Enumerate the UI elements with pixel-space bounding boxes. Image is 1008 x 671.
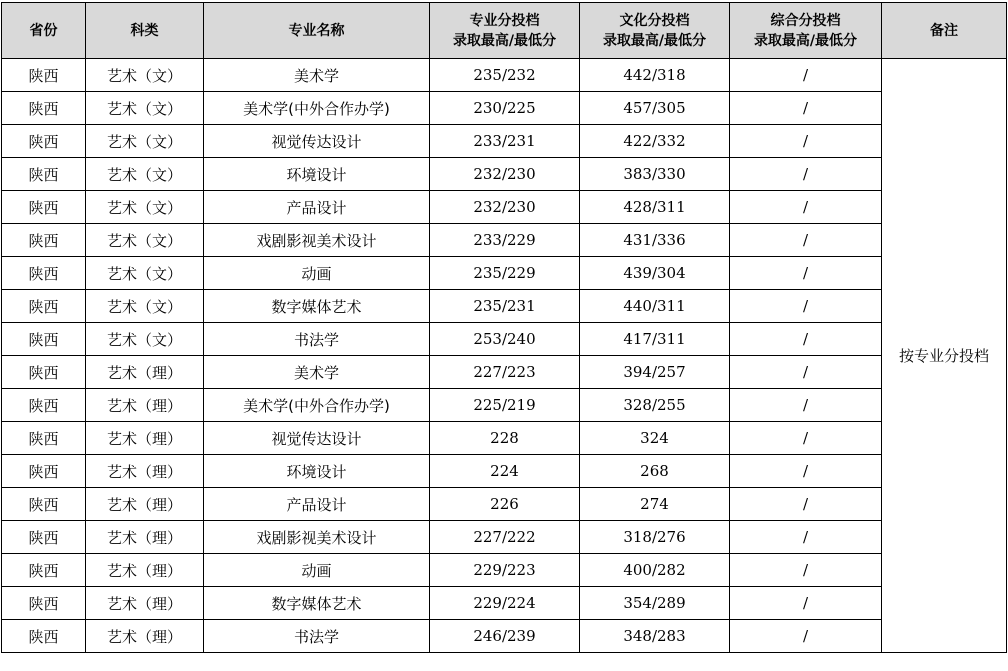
cell-major: 环境设计 [204, 158, 430, 191]
cell-professional-score: 232/230 [430, 158, 580, 191]
cell-professional-score: 235/229 [430, 257, 580, 290]
cell-professional-score: 226 [430, 488, 580, 521]
cell-major: 数字媒体艺术 [204, 587, 430, 620]
cell-professional-score: 229/224 [430, 587, 580, 620]
cell-major: 美术学(中外合作办学) [204, 389, 430, 422]
cell-category: 艺术（理） [86, 488, 204, 521]
cell-professional-score: 224 [430, 455, 580, 488]
cell-professional-score: 235/231 [430, 290, 580, 323]
table-row [2, 257, 1007, 290]
cell-major: 环境设计 [204, 455, 430, 488]
table-row [2, 356, 1007, 389]
cell-professional-score: 229/223 [430, 554, 580, 587]
cell-combined-score: / [730, 521, 882, 554]
cell-culture-score: 318/276 [580, 521, 730, 554]
cell-category: 艺术（理） [86, 422, 204, 455]
cell-province: 陕西 [2, 224, 86, 257]
cell-province: 陕西 [2, 587, 86, 620]
cell-major: 戏剧影视美术设计 [204, 224, 430, 257]
header-province: 省份 [2, 3, 86, 59]
header-professional-score [430, 3, 580, 59]
header-culture-score-line2: 录取最高/最低分 [602, 32, 707, 49]
cell-province: 陕西 [2, 290, 86, 323]
table-row [2, 323, 1007, 356]
cell-major: 数字媒体艺术 [204, 290, 430, 323]
table-row [2, 290, 1007, 323]
cell-culture-score: 440/311 [580, 290, 730, 323]
table-row [2, 455, 1007, 488]
cell-category: 艺术（文） [86, 290, 204, 323]
cell-major: 动画 [204, 257, 430, 290]
cell-category: 艺术（文） [86, 158, 204, 191]
cell-culture-score: 442/318 [580, 59, 730, 92]
cell-combined-score: / [730, 59, 882, 92]
cell-major: 产品设计 [204, 191, 430, 224]
cell-province: 陕西 [2, 488, 86, 521]
cell-category: 艺术（理） [86, 587, 204, 620]
cell-province: 陕西 [2, 257, 86, 290]
cell-major: 美术学 [204, 356, 430, 389]
cell-category: 艺术（文） [86, 257, 204, 290]
header-major: 专业名称 [204, 3, 430, 59]
cell-major: 书法学 [204, 323, 430, 356]
cell-culture-score: 428/311 [580, 191, 730, 224]
cell-province: 陕西 [2, 158, 86, 191]
cell-province: 陕西 [2, 59, 86, 92]
cell-category: 艺术（文） [86, 191, 204, 224]
header-combined-score [730, 3, 882, 59]
cell-professional-score: 228 [430, 422, 580, 455]
table-row [2, 587, 1007, 620]
cell-combined-score: / [730, 422, 882, 455]
cell-professional-score: 227/222 [430, 521, 580, 554]
cell-category: 艺术（理） [86, 455, 204, 488]
table-row [2, 224, 1007, 257]
table-row [2, 554, 1007, 587]
cell-culture-score: 394/257 [580, 356, 730, 389]
cell-major: 产品设计 [204, 488, 430, 521]
table-row [2, 158, 1007, 191]
cell-combined-score: / [730, 356, 882, 389]
cell-culture-score: 457/305 [580, 92, 730, 125]
cell-combined-score: / [730, 587, 882, 620]
cell-province: 陕西 [2, 323, 86, 356]
cell-professional-score: 233/229 [430, 224, 580, 257]
cell-professional-score: 225/219 [430, 389, 580, 422]
cell-combined-score: / [730, 488, 882, 521]
cell-combined-score: / [730, 158, 882, 191]
cell-note-merged: 按专业分投档 [882, 59, 1007, 653]
cell-culture-score: 328/255 [580, 389, 730, 422]
cell-category: 艺术（理） [86, 521, 204, 554]
cell-combined-score: / [730, 224, 882, 257]
table-row [2, 422, 1007, 455]
cell-major: 戏剧影视美术设计 [204, 521, 430, 554]
cell-professional-score: 246/239 [430, 620, 580, 653]
cell-combined-score: / [730, 620, 882, 653]
header-culture-score [580, 3, 730, 59]
cell-province: 陕西 [2, 92, 86, 125]
cell-professional-score: 232/230 [430, 191, 580, 224]
cell-province: 陕西 [2, 554, 86, 587]
cell-province: 陕西 [2, 422, 86, 455]
table-row [2, 389, 1007, 422]
cell-major: 视觉传达设计 [204, 125, 430, 158]
cell-category: 艺术（文） [86, 323, 204, 356]
header-professional-score-line2: 录取最高/最低分 [452, 32, 557, 49]
header-category: 科类 [86, 3, 204, 59]
cell-province: 陕西 [2, 620, 86, 653]
cell-combined-score: / [730, 125, 882, 158]
cell-province: 陕西 [2, 125, 86, 158]
table-row [2, 488, 1007, 521]
cell-professional-score: 233/231 [430, 125, 580, 158]
cell-culture-score: 439/304 [580, 257, 730, 290]
cell-major: 书法学 [204, 620, 430, 653]
cell-culture-score: 324 [580, 422, 730, 455]
header-culture-score-line1: 文化分投档 [619, 12, 690, 29]
cell-culture-score: 422/332 [580, 125, 730, 158]
cell-professional-score: 230/225 [430, 92, 580, 125]
cell-combined-score: / [730, 191, 882, 224]
table-body [2, 59, 1007, 653]
cell-category: 艺术（理） [86, 620, 204, 653]
table-row [2, 620, 1007, 653]
cell-province: 陕西 [2, 455, 86, 488]
admission-scores-table [1, 2, 1007, 653]
cell-province: 陕西 [2, 521, 86, 554]
cell-category: 艺术（理） [86, 554, 204, 587]
cell-category: 艺术（理） [86, 356, 204, 389]
cell-culture-score: 354/289 [580, 587, 730, 620]
cell-province: 陕西 [2, 191, 86, 224]
cell-major: 美术学(中外合作办学) [204, 92, 430, 125]
cell-major: 美术学 [204, 59, 430, 92]
cell-category: 艺术（文） [86, 224, 204, 257]
cell-category: 艺术（文） [86, 92, 204, 125]
header-professional-score-line1: 专业分投档 [469, 12, 540, 29]
cell-province: 陕西 [2, 389, 86, 422]
cell-category: 艺术（理） [86, 389, 204, 422]
cell-combined-score: / [730, 389, 882, 422]
cell-culture-score: 431/336 [580, 224, 730, 257]
header-row [2, 3, 1007, 59]
cell-culture-score: 268 [580, 455, 730, 488]
cell-culture-score: 348/283 [580, 620, 730, 653]
cell-professional-score: 235/232 [430, 59, 580, 92]
cell-culture-score: 417/311 [580, 323, 730, 356]
cell-culture-score: 383/330 [580, 158, 730, 191]
cell-major: 动画 [204, 554, 430, 587]
header-combined-score-line2: 录取最高/最低分 [753, 32, 858, 49]
cell-combined-score: / [730, 554, 882, 587]
cell-combined-score: / [730, 92, 882, 125]
cell-major: 视觉传达设计 [204, 422, 430, 455]
cell-category: 艺术（文） [86, 125, 204, 158]
table-row [2, 125, 1007, 158]
cell-combined-score: / [730, 323, 882, 356]
cell-combined-score: / [730, 455, 882, 488]
cell-professional-score: 227/223 [430, 356, 580, 389]
cell-culture-score: 274 [580, 488, 730, 521]
table-row [2, 59, 1007, 92]
header-combined-score-line1: 综合分投档 [770, 12, 841, 29]
cell-combined-score: / [730, 257, 882, 290]
cell-combined-score: / [730, 290, 882, 323]
header-note: 备注 [882, 3, 1007, 59]
cell-professional-score: 253/240 [430, 323, 580, 356]
table-row [2, 521, 1007, 554]
cell-culture-score: 400/282 [580, 554, 730, 587]
table-row [2, 191, 1007, 224]
cell-category: 艺术（文） [86, 59, 204, 92]
table-row [2, 92, 1007, 125]
table-header [2, 3, 1007, 59]
cell-province: 陕西 [2, 356, 86, 389]
